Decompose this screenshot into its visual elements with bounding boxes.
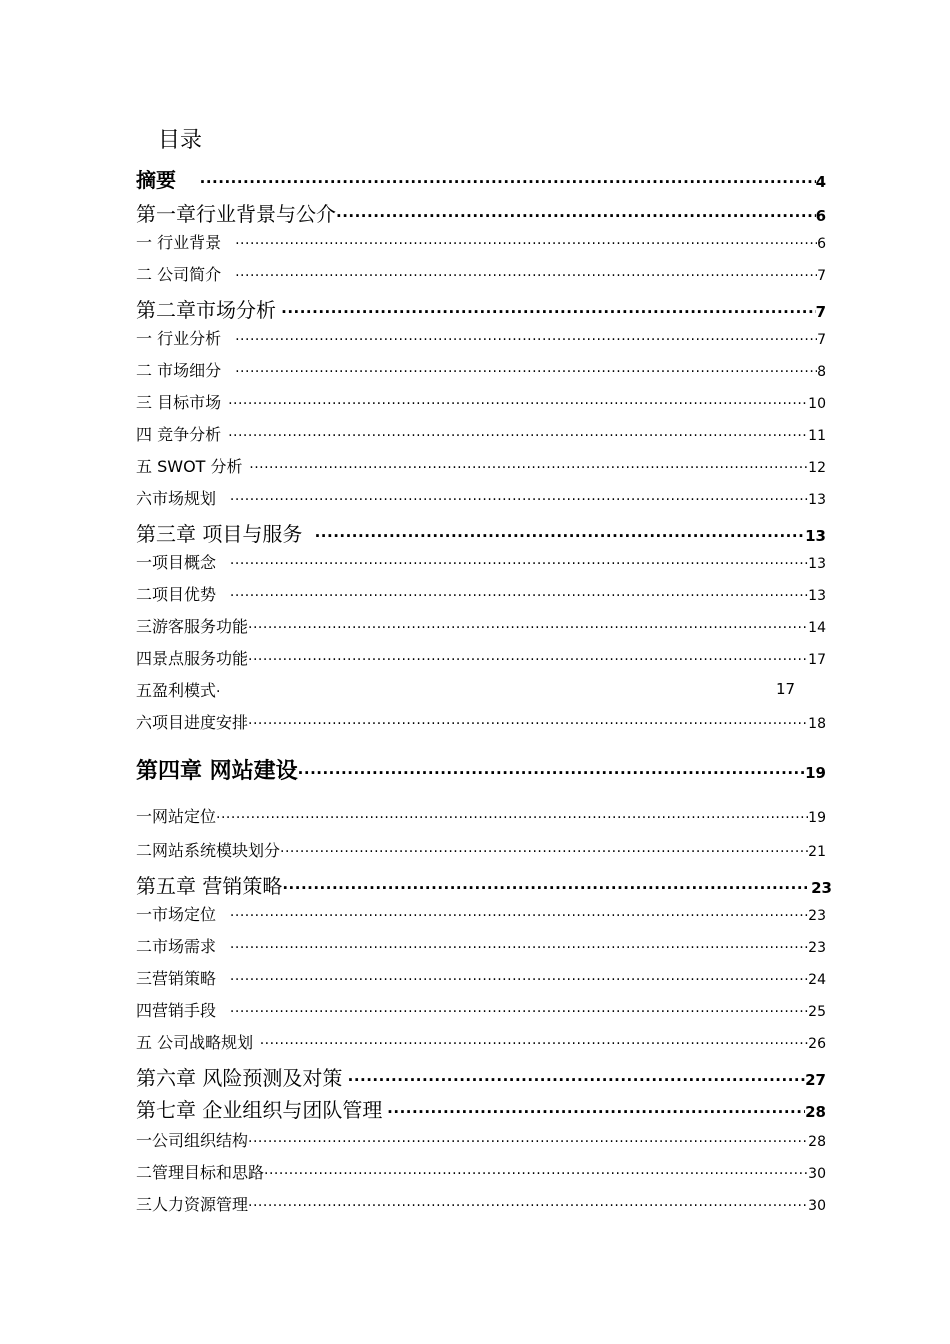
toc-leader bbox=[298, 764, 805, 782]
toc-entry-label: 第四章 网站建设 bbox=[136, 759, 298, 784]
toc-entry-page: 27 bbox=[805, 1071, 826, 1089]
toc-entry-page: 23 bbox=[808, 940, 826, 956]
toc-entry[interactable] bbox=[136, 998, 826, 1021]
toc-entry[interactable] bbox=[136, 294, 826, 323]
toc-entry-label: 一项目概念 bbox=[136, 553, 217, 572]
toc-entry[interactable] bbox=[136, 518, 826, 547]
toc-entry[interactable] bbox=[136, 1128, 826, 1151]
toc-entry[interactable] bbox=[136, 1094, 826, 1123]
toc-entry-label: 六项目进度安排 bbox=[136, 713, 249, 732]
toc-entry-page: 8 bbox=[817, 364, 826, 380]
toc-entry-page: 18 bbox=[808, 716, 826, 732]
toc-leader bbox=[348, 1071, 806, 1089]
toc-entry[interactable] bbox=[136, 678, 220, 701]
toc-title: 目录 bbox=[158, 128, 203, 153]
toc-entry-label: 第三章 项目与服务 bbox=[136, 522, 303, 546]
toc-leader bbox=[248, 716, 808, 732]
toc-leader bbox=[228, 396, 808, 412]
toc-entry-label: 第六章 风险预测及对策 bbox=[136, 1066, 343, 1090]
toc-entry-label: 四营销手段 bbox=[136, 1001, 217, 1020]
toc-entry-label: 四 竞争分析 bbox=[136, 425, 222, 444]
toc-entry-page: 14 bbox=[808, 620, 826, 636]
toc-entry[interactable] bbox=[136, 966, 826, 989]
toc-entry-page: 6 bbox=[815, 207, 826, 225]
toc-entry-page: 19 bbox=[808, 810, 826, 826]
toc-entry-page: 19 bbox=[805, 764, 826, 782]
toc-leader bbox=[230, 972, 808, 988]
toc-entry[interactable] bbox=[136, 550, 826, 573]
toc-leader bbox=[228, 428, 808, 444]
toc-entry-page: 13 bbox=[808, 492, 826, 508]
toc-entry[interactable] bbox=[136, 358, 826, 381]
toc-entry-page: 25 bbox=[808, 1004, 826, 1020]
toc-entry-page: 30 bbox=[808, 1198, 826, 1214]
toc-entry-label: 二 市场细分 bbox=[136, 361, 222, 380]
toc-leader bbox=[336, 207, 816, 225]
toc-entry[interactable] bbox=[136, 804, 826, 827]
toc-leader bbox=[235, 364, 817, 380]
toc-entry-page: 13 bbox=[808, 588, 826, 604]
toc-entry[interactable] bbox=[136, 454, 826, 477]
toc-entry-label: 一市场定位 bbox=[136, 905, 217, 924]
toc-entry[interactable] bbox=[136, 710, 826, 733]
toc-leader bbox=[248, 620, 808, 636]
toc-entry[interactable] bbox=[136, 326, 826, 349]
toc-entry[interactable] bbox=[136, 422, 826, 445]
toc-entry-page: 24 bbox=[808, 972, 826, 988]
toc-entry-page: 7 bbox=[815, 303, 826, 321]
toc-entry-label: 六市场规划 bbox=[136, 489, 217, 508]
toc-entry-label: 第二章市场分析 bbox=[136, 298, 276, 322]
toc-entry-page: 23 bbox=[811, 879, 832, 897]
toc-leader bbox=[387, 1103, 805, 1121]
toc-entry-page: 7 bbox=[817, 332, 826, 348]
toc-leader bbox=[281, 303, 815, 321]
toc-entry-page: 26 bbox=[808, 1036, 826, 1052]
toc-entry[interactable] bbox=[136, 582, 826, 605]
toc-leader bbox=[230, 1004, 808, 1020]
toc-entry[interactable] bbox=[136, 262, 826, 285]
toc-entry[interactable] bbox=[136, 902, 826, 925]
toc-entry[interactable] bbox=[136, 164, 826, 193]
toc-entry[interactable] bbox=[136, 754, 826, 785]
toc-entry-label: 三 目标市场 bbox=[136, 393, 222, 412]
toc-entry[interactable] bbox=[136, 1062, 826, 1091]
toc-leader bbox=[280, 844, 808, 860]
toc-entry-label: 摘要 bbox=[136, 168, 176, 192]
toc-entry-label: 第一章行业背景与公介 bbox=[136, 202, 336, 226]
toc-entry-page: 10 bbox=[808, 396, 826, 412]
toc-entry-label: 第七章 企业组织与团队管理 bbox=[136, 1098, 383, 1122]
toc-entry-label: 五 公司战略规划 bbox=[136, 1033, 254, 1052]
toc-entry-page: 7 bbox=[817, 268, 826, 284]
toc-entry-label: 四景点服务功能 bbox=[136, 649, 249, 668]
toc-entry[interactable] bbox=[136, 870, 832, 899]
toc-leader bbox=[235, 332, 817, 348]
toc-entry-page: 13 bbox=[805, 527, 826, 545]
toc-entry-page: 6 bbox=[817, 236, 826, 252]
toc-entry-label: 一网站定位 bbox=[136, 807, 217, 826]
toc-entry-page: 23 bbox=[808, 908, 826, 924]
toc-leader bbox=[235, 268, 817, 284]
toc-leader bbox=[235, 236, 817, 252]
toc-leader bbox=[249, 460, 808, 476]
toc-entry[interactable] bbox=[136, 1160, 826, 1183]
toc-entry[interactable] bbox=[136, 934, 826, 957]
toc-entry-page: 30 bbox=[808, 1166, 826, 1182]
toc-entry-page: 21 bbox=[808, 844, 826, 860]
toc-entry-label: 五 SWOT 分析 bbox=[136, 457, 243, 476]
toc-entry-label: 五盈利模式 bbox=[136, 681, 217, 700]
toc-leader bbox=[230, 908, 808, 924]
toc-entry-page: 17 bbox=[776, 680, 796, 698]
toc-entry-label: 一 行业背景 bbox=[136, 233, 222, 252]
toc-entry-label: 二网站系统模块划分 bbox=[136, 841, 281, 860]
toc-entry-page: 28 bbox=[805, 1103, 826, 1121]
toc-leader bbox=[248, 1134, 808, 1150]
toc-entry-label: 二 公司简介 bbox=[136, 265, 222, 284]
toc-leader bbox=[248, 652, 808, 668]
toc-entry[interactable] bbox=[136, 486, 826, 509]
toc-entry-label: 二市场需求 bbox=[136, 937, 217, 956]
toc-leader bbox=[230, 556, 808, 572]
toc-entry-page: 13 bbox=[808, 556, 826, 572]
toc-entry[interactable] bbox=[136, 390, 826, 413]
toc-leader bbox=[230, 940, 808, 956]
toc-leader bbox=[282, 879, 807, 897]
toc-entry[interactable] bbox=[136, 646, 826, 669]
toc-leader bbox=[248, 1198, 808, 1214]
toc-entry[interactable] bbox=[136, 614, 826, 637]
toc-entry-label: 三游客服务功能 bbox=[136, 617, 249, 636]
toc-leader bbox=[260, 1036, 808, 1052]
toc-entry-label: 二项目优势 bbox=[136, 585, 217, 604]
toc-entry-page: 17 bbox=[808, 652, 826, 668]
toc-entry-label: 二管理目标和思路 bbox=[136, 1163, 265, 1182]
toc-leader bbox=[264, 1166, 808, 1182]
toc-entry[interactable] bbox=[136, 1030, 826, 1053]
toc-entry[interactable] bbox=[136, 198, 826, 227]
toc-entry-page: 12 bbox=[808, 460, 826, 476]
toc-entry-page: 4 bbox=[815, 173, 826, 191]
toc-entry-page: 28 bbox=[808, 1134, 826, 1150]
toc-entry[interactable] bbox=[136, 1192, 826, 1215]
toc-leader bbox=[216, 810, 808, 826]
toc-entry-page: 11 bbox=[808, 428, 826, 444]
toc-leader bbox=[230, 588, 808, 604]
toc-entry[interactable] bbox=[136, 838, 826, 861]
toc-entry-label: 一公司组织结构 bbox=[136, 1131, 249, 1150]
toc-leader: · bbox=[216, 684, 221, 700]
toc-entry-label: 第五章 营销策略 bbox=[136, 874, 283, 898]
toc-entry-label: 一 行业分析 bbox=[136, 329, 222, 348]
toc-leader bbox=[230, 492, 808, 508]
toc-entry-label: 三人力资源管理 bbox=[136, 1195, 249, 1214]
toc-entry-label: 三营销策略 bbox=[136, 969, 217, 988]
toc-leader bbox=[200, 173, 816, 191]
toc-leader bbox=[315, 527, 806, 545]
toc-entry[interactable] bbox=[136, 230, 826, 253]
